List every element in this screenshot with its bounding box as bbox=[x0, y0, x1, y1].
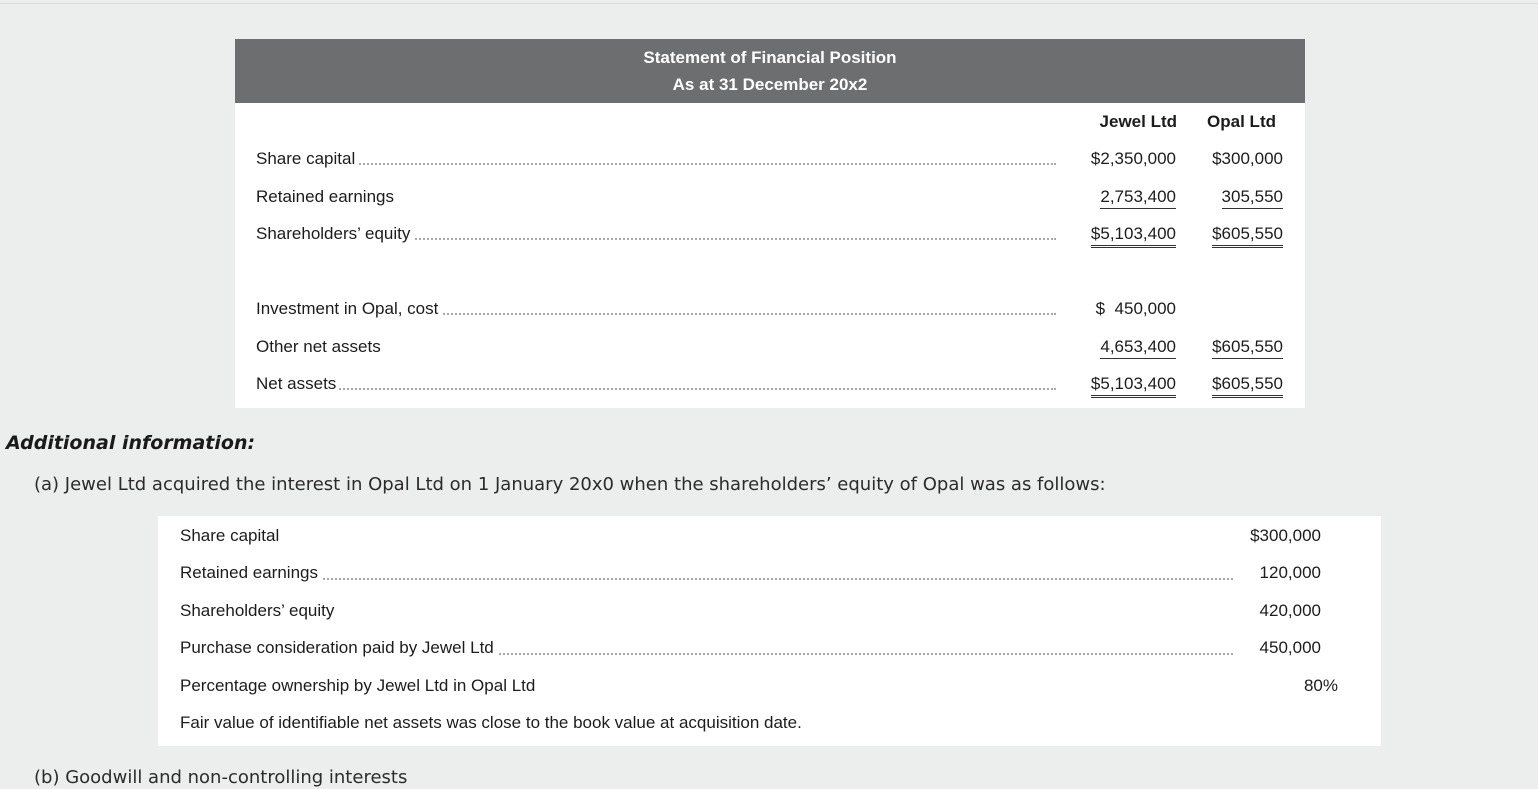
row-value: 120,000 bbox=[1259, 563, 1321, 582]
jewel-value: 2,753,400 bbox=[1100, 187, 1176, 209]
row-label: Investment in Opal, cost bbox=[256, 299, 441, 319]
row-label: Share capital bbox=[256, 149, 358, 169]
statement-date: As at 31 December 20x2 bbox=[672, 75, 868, 94]
row-label: Retained earnings bbox=[256, 187, 397, 207]
info-row-fair-value-note bbox=[180, 709, 1360, 735]
dot-leader bbox=[180, 578, 1233, 580]
info-row-ownership-percentage bbox=[180, 672, 1360, 698]
row-label: Percentage ownership by Jewel Ltd in Opal Ltd bbox=[180, 676, 538, 696]
acquisition-equity-table bbox=[158, 516, 1381, 746]
statement-row-other-net-assets bbox=[256, 334, 1283, 360]
jewel-value: $ 450,000 bbox=[1095, 299, 1176, 318]
opal-value: 305,550 bbox=[1222, 187, 1283, 209]
info-row-purchase-consideration bbox=[180, 634, 1360, 660]
row-label: Shareholders’ equity bbox=[256, 224, 413, 244]
row-value: $300,000 bbox=[1250, 526, 1321, 545]
statement-row-share-capital bbox=[256, 146, 1283, 172]
statement-row-investment bbox=[256, 296, 1283, 322]
item-b-text: (b) Goodwill and non-controlling interests bbox=[34, 767, 408, 788]
row-label: Net assets bbox=[256, 374, 339, 394]
row-label: Other net assets bbox=[256, 337, 384, 357]
column-header-opal: Opal Ltd bbox=[1207, 112, 1276, 131]
additional-info-heading: Additional information: bbox=[6, 432, 256, 454]
opal-value: $605,550 bbox=[1212, 337, 1283, 359]
statement-title: Statement of Financial Position bbox=[643, 48, 897, 67]
statement-row-retained-earnings bbox=[256, 184, 1283, 210]
statement-header bbox=[235, 39, 1305, 103]
info-row-share-capital bbox=[180, 522, 1360, 548]
dot-leader bbox=[256, 388, 1056, 390]
jewel-value: 4,653,400 bbox=[1100, 337, 1176, 359]
row-value: 80% bbox=[1303, 676, 1338, 695]
opal-value: $605,550 bbox=[1212, 374, 1283, 398]
statement-row-net-assets bbox=[256, 371, 1283, 397]
jewel-value: $5,103,400 bbox=[1091, 224, 1176, 248]
jewel-value: $5,103,400 bbox=[1091, 374, 1176, 398]
info-row-retained-earnings bbox=[180, 559, 1360, 585]
statement-row-shareholders-equity bbox=[256, 221, 1283, 247]
row-value: 450,000 bbox=[1259, 638, 1321, 657]
dot-leader bbox=[256, 163, 1056, 165]
jewel-value: $2,350,000 bbox=[1090, 149, 1176, 168]
top-divider bbox=[0, 3, 1538, 4]
row-label: Share capital bbox=[180, 526, 282, 546]
row-label: Purchase consideration paid by Jewel Ltd bbox=[180, 638, 497, 658]
opal-value: $300,000 bbox=[1212, 149, 1283, 168]
row-label: Retained earnings bbox=[180, 563, 321, 583]
info-row-shareholders-equity bbox=[180, 597, 1360, 623]
row-value: 420,000 bbox=[1259, 601, 1321, 620]
row-label: Fair value of identifiable net assets was close to the book value at acquisition date. bbox=[180, 713, 805, 733]
opal-value: $605,550 bbox=[1212, 224, 1283, 248]
financial-position-table bbox=[235, 39, 1305, 408]
column-header-jewel: Jewel Ltd bbox=[1099, 112, 1177, 131]
item-a-text: (a) Jewel Ltd acquired the interest in Opal Ltd on 1 January 20x0 when the shareholders’ equity of Opal was as follows: bbox=[34, 474, 1106, 495]
row-label: Shareholders’ equity bbox=[180, 601, 337, 621]
